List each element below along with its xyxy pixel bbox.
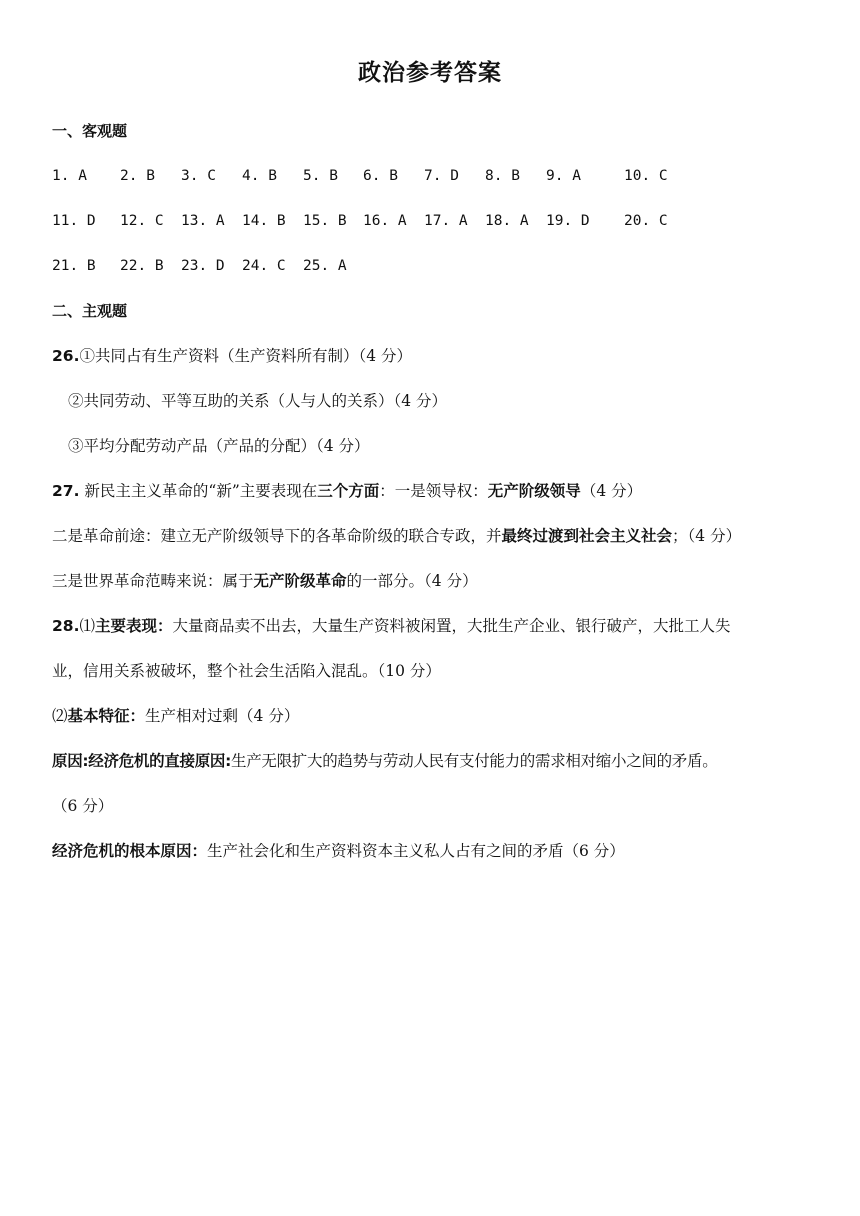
answer-item: 12. C — [120, 213, 164, 229]
q27-keyword: 三个方面 — [317, 482, 380, 500]
answer-item: 21. B — [52, 258, 96, 274]
answer-item: 25. A — [303, 258, 347, 274]
answer-item: 17. A — [424, 213, 468, 229]
q26-line-3: ③平均分配劳动产品（产品的分配）（4 分） — [68, 437, 370, 455]
q26-text: ①共同占有生产资料（生产资料所有制）（4 分） — [79, 347, 413, 365]
q28-line-1 — [52, 616, 822, 636]
q26-line-1 — [52, 346, 822, 366]
answer-item: 10. C — [624, 168, 668, 184]
q28-keyword: 原因:经济危机的直接原因: — [52, 752, 231, 770]
page-title: 政治参考答案 — [358, 60, 502, 86]
q27-text: 二是革命前途：建立无产阶级领导下的各革命阶级的联合专政，并 — [52, 527, 502, 545]
q27-keyword: 无产阶级领导 — [487, 482, 581, 500]
answer-item: 24. C — [242, 258, 286, 274]
answer-item: 5. B — [303, 168, 338, 184]
section-objective-heading: 一、客观题 — [52, 122, 128, 140]
question-number: 26. — [52, 347, 80, 365]
answer-item: 7. D — [424, 168, 459, 184]
answer-item: 1. A — [52, 168, 87, 184]
q27-score: 的一部分。（4 分） — [346, 572, 478, 590]
q28-line-3 — [52, 706, 822, 726]
answer-item: 11. D — [52, 213, 96, 229]
answer-item: 14. B — [242, 213, 286, 229]
answer-item: 16. A — [363, 213, 407, 229]
q27-line-3 — [52, 571, 822, 591]
q28-text: 大量商品卖不出去，大量生产资料被闲置，大批生产企业、银行破产，大批工人失 — [172, 617, 731, 635]
q28-keyword: 经济危机的根本原因： — [52, 842, 208, 860]
answer-item: 13. A — [181, 213, 225, 229]
q27-line-1 — [52, 481, 822, 501]
q27-text: 三是世界革命范畴来说：属于 — [52, 572, 254, 590]
q28-line-4 — [52, 751, 822, 771]
answer-item: 18. A — [485, 213, 529, 229]
answer-item: 6. B — [363, 168, 398, 184]
answer-item: 4. B — [242, 168, 277, 184]
q26-line-2: ②共同劳动、平等互助的关系（人与人的关系）（4 分） — [68, 392, 448, 410]
q28-text: 生产社会化和生产资料资本主义私人占有之间的矛盾（6 分） — [207, 842, 625, 860]
q27-line-2 — [52, 526, 822, 546]
q27-keyword: 无产阶级革命 — [253, 572, 347, 590]
answer-item: 3. C — [181, 168, 216, 184]
q28-keyword: 主要表现： — [94, 617, 173, 635]
q28-line-6 — [52, 841, 822, 861]
q27-keyword: 最终过渡到社会主义社会 — [501, 527, 673, 545]
answer-item: 8. B — [485, 168, 520, 184]
answer-item: 19. D — [546, 213, 590, 229]
q27-text: ：一是领导权： — [379, 482, 488, 500]
q28-line-2: 业，信用关系被破坏，整个社会生活陷入混乱。（10 分） — [52, 662, 441, 680]
question-number: 28. — [52, 617, 80, 635]
answer-item: 20. C — [624, 213, 668, 229]
answer-item: 9. A — [546, 168, 581, 184]
answer-item: 15. B — [303, 213, 347, 229]
q27-score: （4 分） — [580, 482, 643, 500]
section-subjective-heading: 二、主观题 — [52, 302, 128, 320]
q28-keyword: 基本特征： — [67, 707, 146, 725]
q27-text: 新民主主义革命的“新”主要表现在 — [84, 482, 318, 500]
q28-part-marker: ⑵ — [52, 707, 68, 725]
q28-part-marker: ⑴ — [79, 617, 95, 635]
answer-item: 2. B — [120, 168, 155, 184]
q28-text: 生产相对过剩（4 分） — [145, 707, 300, 725]
q28-text: 生产无限扩大的趋势与劳动人民有支付能力的需求相对缩小之间的矛盾。 — [231, 752, 718, 770]
question-number: 27. — [52, 482, 80, 500]
answer-item: 23. D — [181, 258, 225, 274]
answer-item: 22. B — [120, 258, 164, 274]
q28-line-5: （6 分） — [52, 797, 114, 815]
q27-score: ；（4 分） — [672, 527, 742, 545]
